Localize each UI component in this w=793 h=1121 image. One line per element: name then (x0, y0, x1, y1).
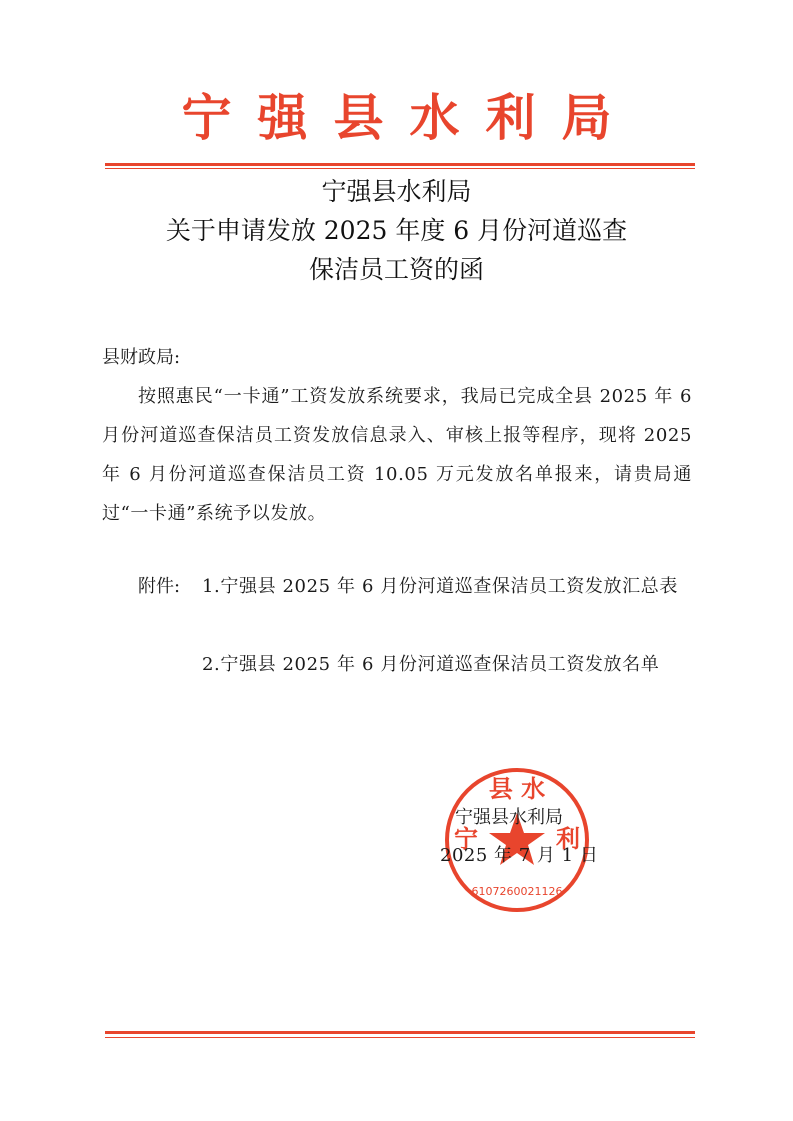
signature-date: 2025 年 7 月 1 日 (440, 845, 599, 866)
footer-rule-thin (105, 1037, 695, 1038)
attachment-item: 2.宁强县 2025 年 6 月份河道巡查保洁员工资发放名单 (202, 654, 660, 675)
seal-code: 6107260021126 (471, 885, 563, 898)
footer-rule-thick (105, 1031, 695, 1034)
letterhead-rule-thick (105, 163, 695, 166)
seal-right-text: 利 (556, 824, 580, 853)
signature-org: 宁强县水利局 (455, 807, 563, 828)
salutation: 县财政局: (102, 347, 181, 368)
attachments-label: 附件: (138, 576, 181, 597)
title-line-2: 关于申请发放 2025 年度 6 月份河道巡查 (165, 216, 628, 245)
seal-left-text: 宁 (454, 824, 478, 853)
seal-top-text: 县 水 (488, 774, 546, 803)
letterhead-title: 宁强县水利局 (181, 88, 638, 147)
letter-body: 按照惠民“一卡通”工资发放系统要求，我局已完成全县 2025 年 6 月份河道巡查保洁员工资发放信息录入、审核上报等程序，现将 2025 年 6 月份河道巡查保洁员工资 10.05 万元发放名单报来，请贵局通过“一卡通”系统予以发放。 (102, 386, 692, 524)
title-line-3: 保洁员工资的函 (308, 255, 484, 284)
title-line-1: 宁强县水利局 (321, 177, 472, 206)
letterhead-rule-thin (105, 168, 695, 169)
attachment-item: 1.宁强县 2025 年 6 月份河道巡查保洁员工资发放汇总表 (202, 576, 678, 597)
document-title (0, 172, 793, 289)
